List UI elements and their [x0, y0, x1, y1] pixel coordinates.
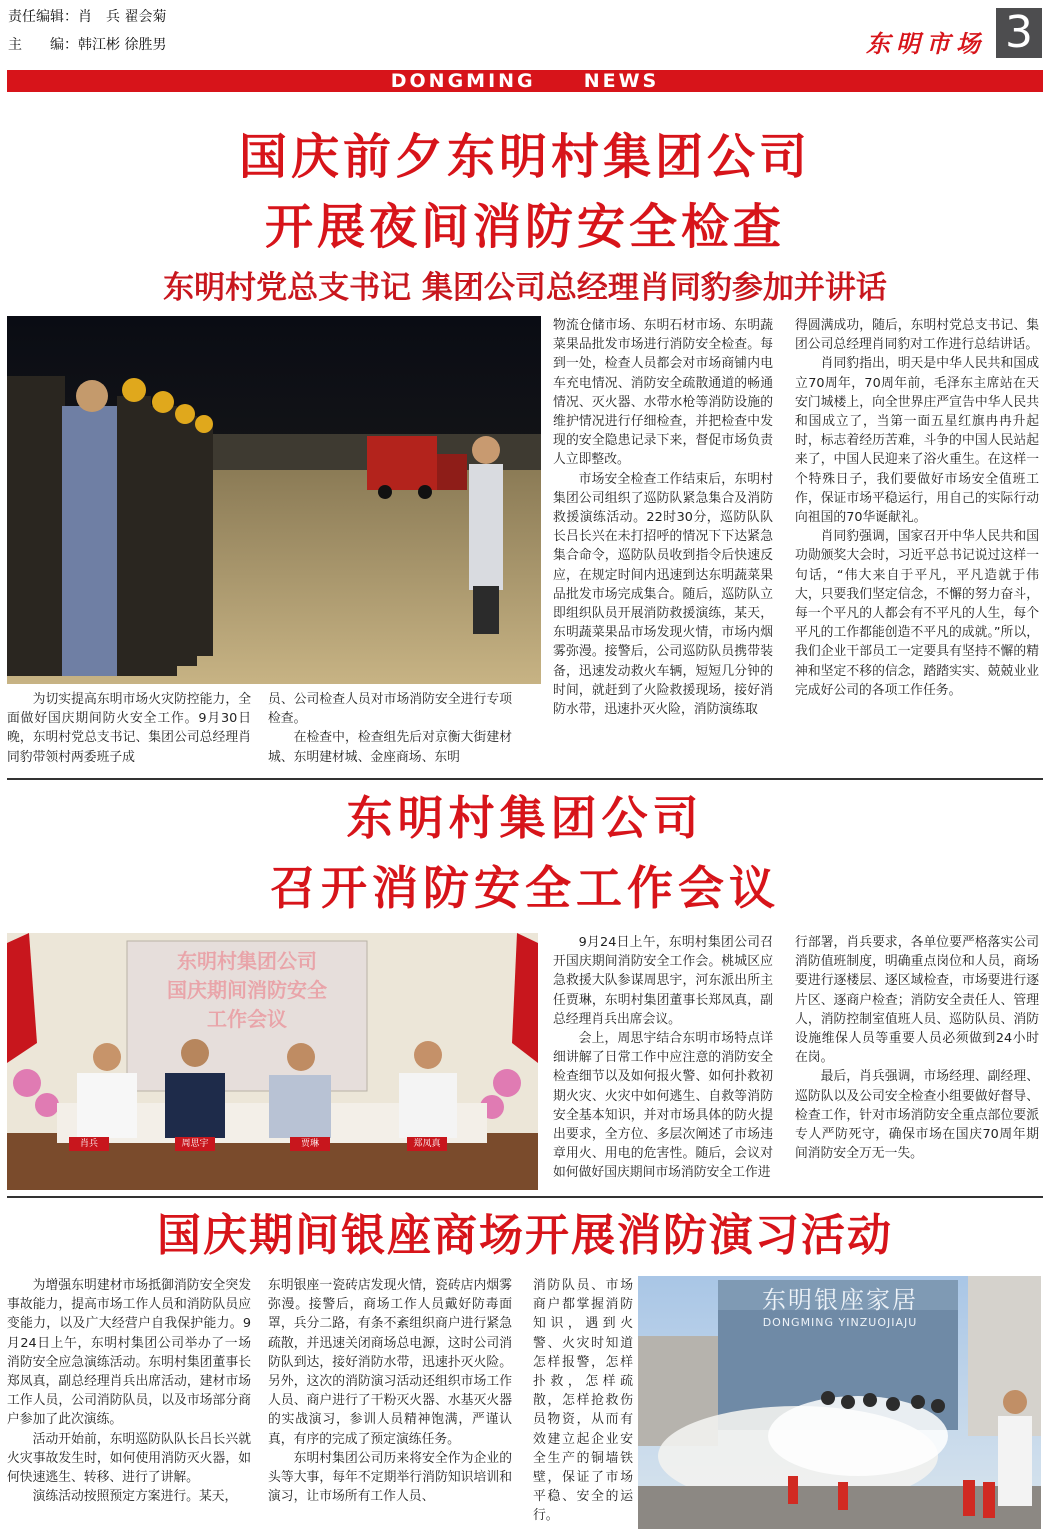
article1-col4-para: 肖同豹指出，明天是中华人民共和国成立70周年，70周年前，毛泽东主席站在天安门城楼上，向全世界庄严宣告中华人民共和国成立了，当第一面五星红旗冉冉升起时，标志着经历苦难，斗争的中国人民站起来了，中国人民迎来了浴火重生。在这样一个特殊日子，我们要做好市场安全值班工作，保证市场平稳运行，用自己的实际行动向祖国的70华诞献礼。 [795, 356, 1039, 526]
article3-column-3 [533, 1276, 633, 1526]
article1-title-line2: 开展夜间消防安全检查 [264, 199, 785, 255]
article1-subtitle: 东明村党总支书记 集团公司总经理肖同豹参加并讲话 [163, 270, 887, 306]
night-inspection-illustration [7, 316, 541, 684]
page-number: 3 [996, 8, 1042, 58]
article2-col1-para: 会上，周思宇结合东明市场特点详细讲解了日常工作中应注意的消防安全检查细节以及如何报火警、如何扑救初期火灾、火灾中如何逃生、自救等消防安全基本知识，并对市场具体的防火提出要求，全方位、多层次阐述了市场违章用火、用电的危害性。随后，会议对如何做好国庆期间市场消防安全工作进 [553, 1031, 773, 1181]
article3-col1-para: 活动开始前，东明巡防队队长吕长兴就火灾事故发生时，如何使用消防灭火器，如何快速逃生、转移、进行了讲解。 [7, 1431, 251, 1486]
article1-column-1 [7, 690, 251, 767]
article3-col1-para: 演练活动按照预定方案进行。某天， [32, 1489, 238, 1505]
article2-title-line2: 召开消防安全工作会议 [270, 861, 780, 915]
article3-col3-para: 消防队员、市场商户都掌握消防知识，遇到火警、火灾时知道怎样报警，怎样扑救，怎样疏散，怎样抢救伤员物资，从而有效建立起企业安全生产的铜墙铁壁，保证了市场平稳、安全的运行。 [533, 1278, 633, 1524]
article1-column-2 [268, 690, 512, 767]
editor-credit: 责任编辑：肖 兵 翟会菊 [8, 9, 167, 25]
screen-line: 国庆期间消防安全 [167, 978, 327, 1002]
night-inspection-photo [7, 316, 541, 684]
section-divider [7, 1196, 1043, 1198]
nameplate: 贾琳 [290, 1137, 330, 1151]
article1-col2-para: 员、公司检查人员对市场消防安全进行专项检查。 [268, 692, 512, 727]
nameplate: 肖兵 [69, 1137, 109, 1151]
news-banner-text: DONGMING NEWS [390, 70, 660, 92]
article3-col1-para: 为增强东明建材市场抵御消防安全突发事故能力，提高市场工作人员和消防队员应变能力，以及广大经营户自我保护能力。9月24日上午，东明村集团公司举办了一场消防安全应急演练活动。东明村集团董事长郑凤真，副总经理肖兵出席活动，建材市场工作人员，公司消防队员，以及市场部分商户参加了此次演练。 [7, 1278, 251, 1428]
article3-column-1 [7, 1276, 251, 1506]
article1-title-line1: 国庆前夕东明村集团公司 [238, 129, 811, 185]
article1-col2-para: 在检查中，检查组先后对京衡大街建材城、东明建材城、金座商场、东明 [268, 730, 512, 765]
screen-line: 东明村集团公司 [177, 949, 317, 973]
article1-col3-para: 物流仓储市场、东明石材市场、东明蔬菜果品批发市场进行消防安全检查。每到一处，检查人员都会对市场商铺内电车充电情况、消防安全疏散通道的畅通情况、灭火器、水带水枪等消防设施的维护情况进行仔细检查，并把检查中发现的安全隐患记录下来，督促市场负责人立即整改。 [553, 318, 773, 468]
article2-column-2 [795, 933, 1039, 1163]
article1-column-3 [553, 316, 773, 719]
article2-col1-para: 9月24日上午，东明村集团公司召开国庆期间消防安全工作会。桃城区应急救援大队参谋周思宇，河东派出所主任贾琳，东明村集团董事长郑凤真，副总经理肖兵出席会议。 [553, 935, 773, 1027]
article3-title: 国庆期间银座商场开展消防演习活动 [157, 1210, 893, 1261]
article2-col2-para: 行部署，肖兵要求，各单位要严格落实公司消防值班制度，明确重点岗位和人员，商场要进行逐楼层、逐区域检查，市场要进行逐片区、逐商户检查；消防安全责任人、管理人，消防控制室值班人员、巡防队员、消防设施维保人员等重要人员必须做到24小时在岗。 [795, 935, 1039, 1066]
article2-col2-para: 最后，肖兵强调，市场经理、副经理、巡防队以及公司安全检查小组要做好督导、检查工作，针对市场消防安全重点部位要派专人严防死守，确保市场在国庆70周年期间消防安全万无一失。 [795, 1069, 1039, 1162]
fire-drill-photo [638, 1276, 1041, 1529]
nameplate: 郑凤真 [407, 1137, 447, 1151]
nameplate: 周思宇 [175, 1137, 215, 1151]
article3-col2-para: 东明银座一瓷砖店发现火情，瓷砖店内烟雾弥漫。接警后，商场工作人员戴好防毒面罩，兵分二路，有条不紊组织商户进行紧急疏散，并迅速关闭商场总电源，这时公司消防队到达，接好消防水带，迅速扑灭火险。另外，这次的消防演习活动还组织市场工作人员、商户进行了干粉灭火器、水基灭火器的实战演习，参训人员精神饱满，严谨认真，有序的完成了预定演练任务。 [268, 1278, 512, 1447]
meeting-photo [7, 933, 538, 1190]
article1-column-4 [795, 316, 1039, 700]
article1-col4-para: 得圆满成功，随后，东明村党总支书记、集团公司总经理肖同豹对工作进行总结讲话。 [795, 318, 1039, 353]
store-sign: 东明银座家居 [762, 1286, 918, 1314]
article3-column-2 [268, 1276, 512, 1506]
article3-col2-para: 东明村集团公司历来将安全作为企业的头等大事，每年不定期举行消防知识培训和演习，让市场所有工作人员、 [268, 1450, 512, 1505]
store-sign-pinyin: DONGMING YINZUOJIAJU [762, 1316, 918, 1329]
section-divider [7, 778, 1043, 780]
screen-line: 工作会议 [207, 1007, 287, 1031]
meeting-screen-text [127, 947, 367, 1034]
article2-title-line1: 东明村集团公司 [346, 791, 704, 845]
article2-column-1 [553, 933, 773, 1183]
article1-col3-para: 市场安全检查工作结束后，东明村集团公司组织了巡防队紧急集合及消防救援演练活动。22时30分，巡防队队长吕长兴在未打招呼的情况下下达紧急集合命令，巡防队员收到指令后快速反应，在规定时间内迅速到达东明蔬菜果品批发市场完成集合。随后，巡防队立即组织队员开展消防救援演练，某天，东明蔬菜果品市场发现火情，市场内烟雾弥漫。接警后，公司巡防队员携带装备，迅速发动救火车辆，短短几分钟的时间，就赶到了火险救援现场，接好消防水带，迅速扑灭火险，消防演练取 [553, 471, 773, 718]
article1-col4-para: 肖同豹强调，国家召开中华人民共和国功勋颁奖大会时，习近平总书记说过这样一句话，“伟大来自于平凡，平凡造就于伟大，只要我们坚定信念，不懈的努力奋斗，每一个平凡的人都会有不平凡的人生，每个平凡的工作都能创造不平凡的成就。”所以，我们企业干部员工一定要具有坚持不懈的精神和坚定不移的信念，踏踏实实、兢兢业业完成好公司的各项工作任务。 [795, 529, 1039, 698]
news-banner [7, 70, 1043, 92]
masthead-brand: 东明市场 [866, 29, 986, 58]
article1-col1-para: 为切实提高东明市场火灾防控能力，全面做好国庆期间防火安全工作。9月30日晚，东明村党总支书记、集团公司总经理肖同豹带领村两委班子成 [7, 692, 251, 765]
chief-editor-credit: 主 编：韩江彬 徐胜男 [8, 37, 167, 53]
